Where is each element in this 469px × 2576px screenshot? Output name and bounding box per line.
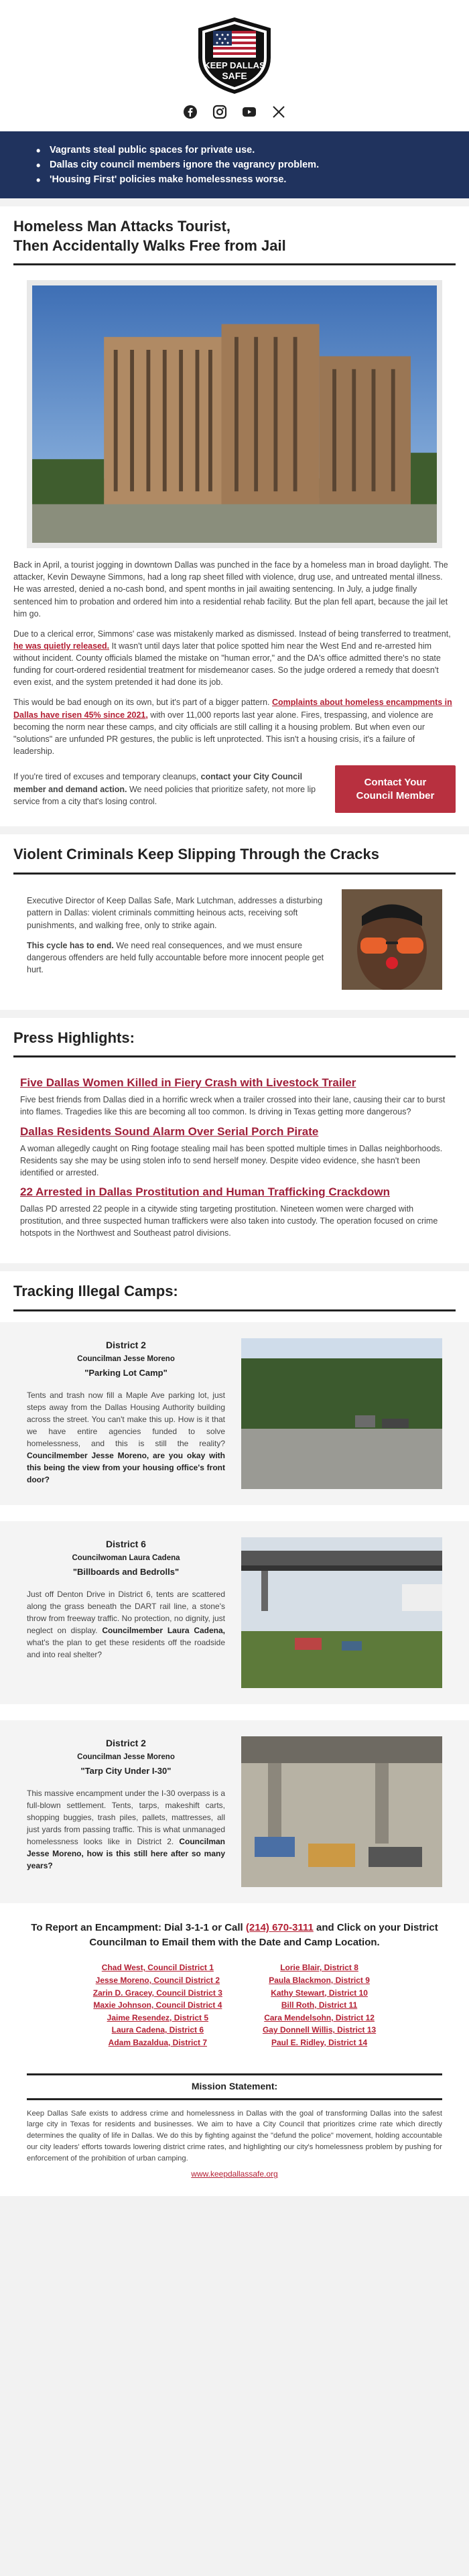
council-link[interactable]: Adam Bazaldua, District 7	[108, 2037, 208, 2047]
tarp-city-camp-photo	[241, 1736, 442, 1887]
section-rule	[27, 2098, 442, 2100]
press-headline-link[interactable]: Dallas Residents Sound Alarm Over Serial Porch Pirate	[20, 1124, 319, 1138]
camp-member: Councilman Jesse Moreno	[77, 1752, 175, 1761]
text: Just off Denton Drive in District 6, tents are scattered along the grass beneath the DART rail line, a stone's throw from freeway traffic. No protection, no dignity, just neglect on display.	[27, 1589, 225, 1635]
press-summary: Five best friends from Dallas died in a horrific wreck when a trailer crossed into their lane, causing their car to burst into flames. Tragedies like this are becoming all too common. Is driving in Texas getting more dangerous?	[20, 1095, 446, 1117]
text: This massive encampment under the I-30 overpass is a full-blown settlement. Tents, tarps, makeshift carts, shopping buggies, trash piles, pallets, mattresses, all just yards from passing traffic. This is what unmanaged homelessness looks like in District 2.	[27, 1788, 225, 1846]
camp-district: District 6	[106, 1538, 146, 1549]
section-title: Violent Criminals Keep Slipping Through the Cracks	[13, 846, 380, 863]
section-rule	[13, 1309, 456, 1311]
logo-text-line2: SAFE	[222, 70, 247, 81]
contact-council-button[interactable]: Contact Your Council Member	[335, 765, 456, 813]
text: It wasn't until days later that police spotted him near the West End and re-arrested him without incident. County officials blamed the mistake on "human error," and the DA's office admitted there's no state funding for court-ordered residential treatment for misdemeanor cases. So the judge ordered a remedy that doesn't even exist, and the system pretended it had done its job.	[13, 641, 441, 688]
facebook-icon[interactable]	[183, 105, 198, 119]
violent-paragraph	[27, 940, 326, 976]
camp-item	[0, 1521, 469, 1704]
text: We need policies that prioritize safety, not more lip service from a city that's losing control.	[13, 784, 316, 806]
banner-item: • Dallas city council members ignore the vagrancy problem.	[47, 159, 429, 170]
key-points-banner	[0, 131, 469, 198]
mission-statement	[0, 2056, 469, 2197]
camp-name: "Parking Lot Camp"	[84, 1368, 168, 1378]
billboards-camp-photo	[241, 1537, 442, 1688]
text: contact your City Council member and demand action.	[13, 772, 303, 794]
phone-link[interactable]: (214) 670-3111	[245, 1921, 314, 1933]
section-title: Press Highlights:	[13, 1029, 135, 1046]
instagram-icon[interactable]	[212, 105, 227, 119]
banner-item: • 'Housing First' policies make homelessness worse.	[47, 174, 429, 185]
text: what's the plan to get these residents off the roadside and into real shelter?	[27, 1637, 225, 1659]
council-link[interactable]: Zarin D. Gracey, Council District 3	[92, 1988, 222, 1998]
website-link[interactable]: www.keepdallassafe.org	[191, 2169, 278, 2179]
council-link[interactable]: Lorie Blair, District 8	[280, 1963, 358, 1973]
violent-criminals-section	[0, 834, 469, 1010]
council-link[interactable]: Bill Roth, District 11	[281, 2000, 358, 2010]
text: Due to a clerical error, Simmons' case was mistakenly marked as dismissed. Instead of being transferred to treatment,	[13, 629, 451, 639]
header	[0, 0, 469, 131]
council-link[interactable]: Kathy Stewart, District 10	[271, 1988, 368, 1998]
camp-district: District 2	[106, 1339, 146, 1350]
text: Tents and trash now fill a Maple Ave parking lot, just steps away from the Dallas Housing Authority building across the street. You can't make this up. How is it that we have entire agencies funded to solve homelessness, and this is still the reality?	[27, 1390, 225, 1448]
keep-dallas-safe-logo[interactable]	[194, 16, 275, 95]
council-link[interactable]: Laura Cadena, District 6	[111, 2025, 204, 2035]
council-link[interactable]: Paula Blackmon, District 9	[269, 1975, 370, 1985]
camps-section	[0, 1271, 469, 2196]
press-headline-link[interactable]: Five Dallas Women Killed in Fiery Crash with Livestock Trailer	[20, 1076, 356, 1090]
council-links	[27, 1961, 442, 2049]
youtube-icon[interactable]	[242, 105, 257, 119]
video-thumbnail[interactable]	[342, 889, 442, 990]
camp-member: Councilman Jesse Moreno	[77, 1354, 175, 1363]
text: Councilman Jesse Moreno, how is this still here after so many years?	[27, 1836, 226, 1870]
jail-building-photo	[27, 280, 442, 548]
press-headline-link[interactable]: 22 Arrested in Dallas Prostitution and Human Trafficking Crackdown	[20, 1185, 390, 1198]
council-link[interactable]: Paul E. Ridley, District 14	[271, 2037, 368, 2047]
press-section	[0, 1018, 469, 1264]
complaints-stat-link[interactable]: Complaints about homeless encampments in Dallas have risen 45% since 2021,	[13, 698, 452, 720]
cta-row	[13, 765, 456, 813]
council-link[interactable]: Maxie Johnson, Council District 4	[93, 2000, 222, 2010]
press-summary: A woman allegedly caught on Ring footage stealing mail has been spotted multiple times in Dallas neighborhoods. Residents say she may be using stolen info to send herself money. Despite video evidence, she hasn't been identified or arrested.	[20, 1143, 443, 1177]
mission-title: Mission Statement:	[191, 2080, 278, 2091]
camp-member: Councilwoman Laura Cadena	[72, 1553, 180, 1562]
text: and Click on your District Councilman to Email them with the Date and Camp Location.	[89, 1921, 438, 1948]
council-link[interactable]: Jesse Moreno, Council District 2	[95, 1975, 220, 1985]
council-link[interactable]: Chad West, Council District 1	[101, 1963, 214, 1973]
parking-lot-camp-photo	[241, 1338, 442, 1489]
social-links	[0, 95, 469, 122]
report-heading	[27, 1921, 442, 1950]
mission-body: Keep Dallas Safe exists to address crime and homelessness in Dallas with the goal of transforming Dallas into the safest large city in Texas for residents and businesses. We aim to have a City Council that prioritizes crime rate which directly determines the quality of life in Dallas. We do this by fighting against the "defund the police" movement, holding accountable our city leaders' efforts towards lowering district crime rates, and highlighting our city's homelessness problem by pushing for enforcement of the prohibition of urban camping.	[27, 2109, 442, 2163]
story-title-line1: Homeless Man Attacks Tourist,	[13, 218, 230, 235]
x-icon[interactable]	[271, 105, 286, 119]
council-link[interactable]: Jaime Resendez, District 5	[107, 2012, 209, 2022]
council-link[interactable]: Cara Mendelsohn, District 12	[264, 2012, 375, 2022]
violent-paragraph: Executive Director of Keep Dallas Safe, Mark Lutchman, addresses a disturbing pattern in Dallas: violent criminals committing heinous acts, receiving soft punishments, and walking free, only to strike again.	[27, 896, 323, 930]
text: To Report an Encampment: Dial 3-1-1 or Call	[31, 1921, 243, 1933]
camp-name: "Billboards and Bedrolls"	[72, 1567, 180, 1577]
camp-item	[0, 1720, 469, 1903]
story-paragraph: Back in April, a tourist jogging in downtown Dallas was punched in the face by a homeless man in broad daylight. The attacker, Kevin Dewayne Simmons, had a long rap sheet filled with violence, drug use, and untreated mental illness. He was arrested, denied a no-cash bond, and spent months in jail awaiting sentencing. In July, a judge finally sentenced him to probation and ordered him into a residential rehab facility. But the plan fell apart, because the jail let him go.	[13, 560, 448, 619]
text: Councilmember Jesse Moreno, are you okay with this being the view from your housing office's front door?	[27, 1450, 225, 1484]
story-paragraph	[13, 696, 456, 757]
text: Councilmember Laura Cadena,	[102, 1625, 225, 1635]
report-encampment	[0, 1903, 469, 2056]
text: We need real consequences, and we must ensure dangerous offenders are held fully accountable before more innocent people get hurt.	[27, 940, 324, 974]
story-paragraph	[13, 771, 320, 807]
text: This cycle has to end.	[27, 940, 114, 950]
section-rule	[27, 2073, 442, 2075]
feature-story	[0, 206, 469, 826]
text: with over 11,000 reports last year alone. Fires, trespassing, and violence are becoming the norm near these camps, and city officials are still calling it a housing problem. But when even our "solutions" are unfunded PR gestures, the public is left unprotected. This isn't a housing crisis, it's a failure of leadership.	[13, 710, 433, 756]
banner-item: • Vagrants steal public spaces for private use.	[47, 145, 429, 155]
council-link[interactable]: Gay Donnell Willis, District 13	[262, 2025, 377, 2035]
camp-item	[0, 1322, 469, 1505]
camp-name: "Tarp City Under I-30"	[80, 1766, 172, 1777]
press-summary: Dallas PD arrested 22 people in a citywide sting targeting prostitution. Nineteen women were charged with prostitution, and three suspected human traffickers were also taken into custody. The operation focused on crime hotspots in the Northwest and Southeast patrol divisions.	[20, 1204, 438, 1238]
story-paragraph	[13, 628, 456, 689]
story-title	[0, 206, 469, 263]
logo-text-line1: KEEP DALLAS	[204, 60, 265, 70]
story-title-line2: Then Accidentally Walks Free from Jail	[13, 237, 286, 254]
section-title: Tracking Illegal Camps:	[13, 1283, 178, 1300]
text: This would be bad enough on its own, but it's part of a bigger pattern.	[13, 698, 270, 708]
quietly-released-link[interactable]: he was quietly released.	[13, 641, 110, 651]
text: If you're tired of excuses and temporary cleanups,	[13, 772, 199, 782]
camp-district: District 2	[106, 1737, 146, 1748]
